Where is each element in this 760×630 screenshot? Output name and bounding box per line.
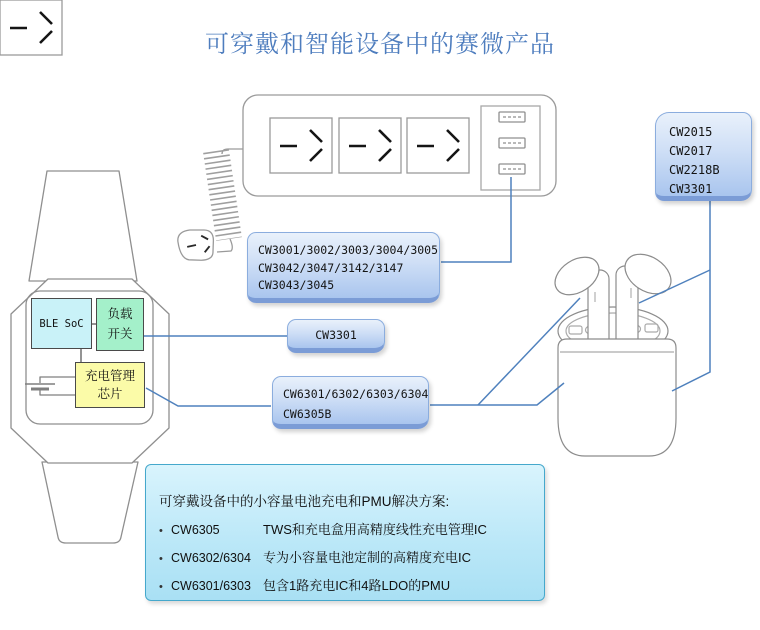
power-strip-drawing [0, 0, 556, 196]
solution-item [159, 519, 532, 538]
bullet-icon: • [159, 525, 163, 537]
connector-charger-box-to-case [430, 383, 564, 405]
part-number: CW3042/3047/3142/3147 [258, 260, 404, 275]
power-plug-drawing [176, 225, 217, 264]
earbuds-drawing [548, 246, 678, 456]
solution-desc: TWS和充电盒用高精度线性充电管理IC [263, 522, 487, 537]
part-number: CW6301/6302/6303/6304 [283, 387, 429, 401]
bullet-icon: • [159, 553, 163, 565]
cord-coil [216, 151, 229, 239]
part-number: CW6305B [283, 407, 332, 421]
solution-part: CW6301/6303 [171, 579, 251, 593]
part-number: CW3043/3045 [258, 278, 335, 292]
page-title: 可穿戴和智能设备中的赛微产品 [205, 30, 555, 58]
solution-item [159, 547, 532, 566]
bullet-icon: • [159, 581, 163, 593]
solution-item [159, 575, 532, 594]
solution-box [145, 464, 545, 601]
power-cord-drawing [176, 149, 243, 265]
watch-top-strap [29, 171, 137, 281]
charger-parts-box [272, 376, 429, 429]
part-number: CW2017 [669, 144, 713, 158]
acdc-parts-box [247, 232, 440, 303]
solution-desc: 专为小容量电池定制的高精度充电IC [263, 550, 472, 565]
connector-fuelgauge-box-to-case [672, 201, 710, 391]
fuel-gauge-parts-box [655, 112, 752, 201]
watch-charge-mgmt-block: 充电管理芯片 [75, 362, 145, 408]
case-body [558, 339, 676, 456]
watch-bottom-strap [42, 462, 138, 543]
solution-desc: 包含1路充电IC和4路LDO的PMU [263, 578, 451, 593]
watch-load-switch-block: 负载开关 [96, 298, 144, 351]
part-number: CW3301 [669, 182, 713, 196]
solution-title: 可穿戴设备中的小容量电池充电和PMU解决方案: [159, 494, 450, 509]
part-number: CW3001/3002/3003/3004/3005 [258, 243, 439, 257]
solution-part: CW6305 [171, 523, 220, 537]
watch-ble-soc-block: BLE SoC [31, 298, 92, 349]
solution-part: CW6302/6304 [171, 551, 251, 565]
part-number: CW2015 [669, 125, 713, 139]
cw3301-box: CW3301 [287, 319, 385, 353]
part-number: CW2218B [669, 163, 720, 177]
socket-outlet [0, 0, 62, 55]
